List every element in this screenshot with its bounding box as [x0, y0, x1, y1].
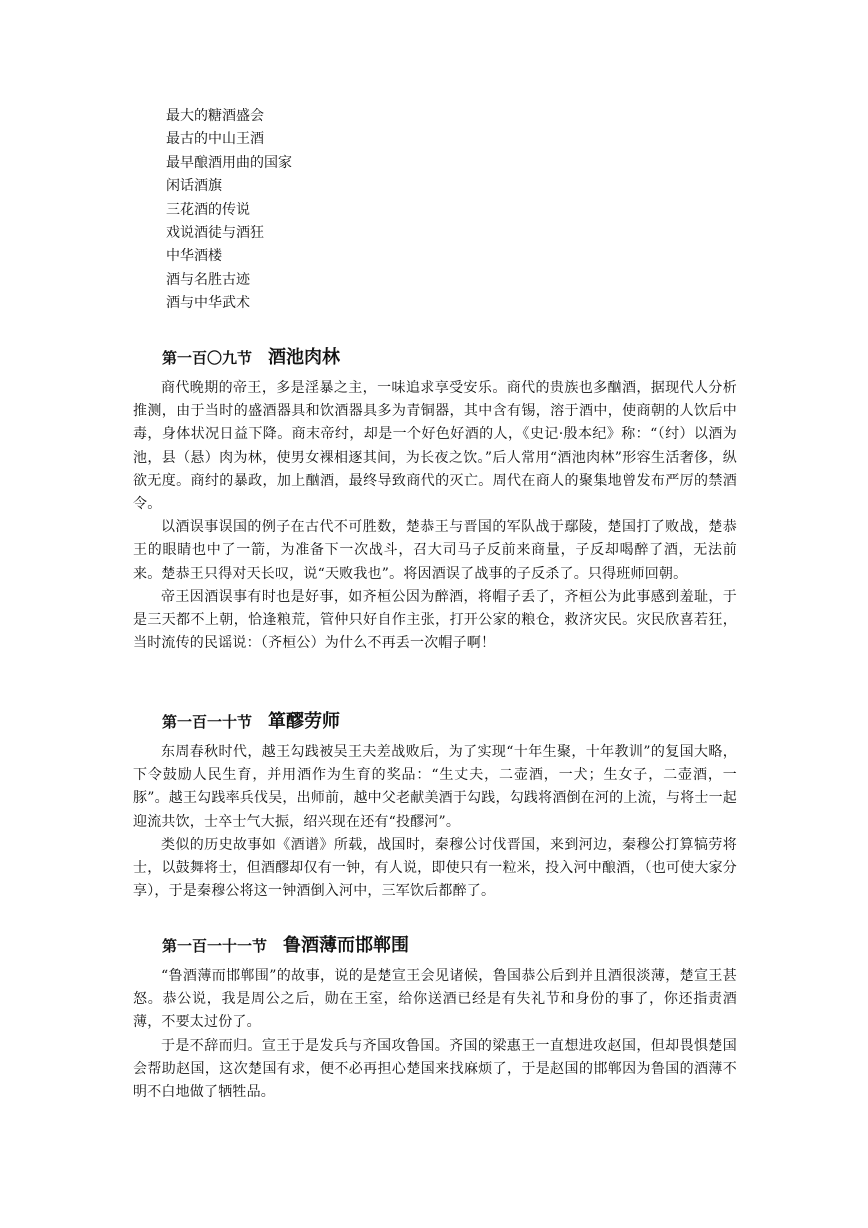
- topic-item: 最古的中山王酒: [166, 131, 264, 148]
- paragraph: 帝王因酒误事有时也是好事，如齐桓公因为醉酒，将帽子丢了，齐桓公为此事感到羞耻，于是三天都不上朝，恰逢粮荒，管仲只好自作主张，打开公家的粮仓，救济灾民。灾民欣喜若狂，当时流传的民谣说：（齐桓公）为什么不再丢一次帽子啊！: [133, 588, 737, 652]
- topic-item: 戏说酒徒与酒狂: [166, 224, 264, 241]
- section-heading: [133, 340, 737, 370]
- paragraph: 以酒误事误国的例子在古代不可胜数，楚恭王与晋国的军队战于鄢陵，楚国打了败战，楚恭王的眼睛也中了一箭，为准备下一次战斗，召大司马子反前来商量，子反却喝醉了酒，无法前来。楚恭王只得对天长叹，说“天败我也”。将因酒误了战事的子反杀了。只得班师回朝。: [133, 519, 737, 582]
- topic-item: 酒与名胜古迹: [166, 271, 250, 288]
- section-number: 第一百〇九节: [162, 349, 253, 367]
- section-heading: [133, 928, 737, 958]
- section-heading: [133, 704, 737, 734]
- section-number: 第一百一十节: [162, 713, 253, 731]
- topic-list: [166, 105, 292, 316]
- section-title: 鲁酒薄而邯郸围: [283, 935, 410, 956]
- section-109: [133, 340, 737, 655]
- paragraph: 类似的历史故事如《酒谱》所载，战国时，秦穆公讨伐晋国，来到河边，秦穆公打算犒劳将士，以鼓舞将士，但酒醪却仅有一钟，有人说，即使只有一粒米，投入河中酿酒，（也可使大家分享），于是秦穆公将这一钟酒倒入河中，三军饮后都醉了。: [133, 836, 737, 900]
- paragraph: 于是不辞而归。宣王于是发兵与齐国攻鲁国。齐国的梁惠王一直想进攻赵国，但却畏惧楚国会帮助赵国，这次楚国有求，便不必再担心楚国来找麻烦了，于是赵国的邯郸因为鲁国的酒薄不明不白地做了牺牲品。: [133, 1037, 737, 1101]
- paragraph: “鲁酒薄而邯郸围”的故事，说的是楚宣王会见诸候，鲁国恭公后到并且酒很淡薄，楚宣王甚怒。恭公说，我是周公之后，勋在王室，给你送酒已经是有失礼节和身份的事了，你还指责酒薄，不要太过份了。: [133, 968, 737, 1031]
- topic-item: 酒与中华武术: [166, 295, 250, 312]
- section-title: 箪醪劳师: [268, 711, 341, 732]
- section-number: 第一百一十一节: [162, 937, 268, 955]
- section-110: [133, 704, 737, 903]
- topic-item: 中华酒楼: [166, 248, 222, 265]
- topic-item: 最大的糖酒盛会: [166, 108, 264, 124]
- section-title: 酒池肉林: [268, 347, 341, 368]
- topic-item: 闲话酒旗: [166, 178, 222, 195]
- topic-item: 三花酒的传说: [166, 201, 250, 218]
- section-111: [133, 928, 737, 1104]
- paragraph: 东周春秋时代，越王勾践被吴王夫差战败后，为了实现“十年生聚，十年教训”的复国大略，下令鼓励人民生育，并用酒作为生育的奖品：“生丈夫，二壶酒，一犬；生女子，二壶酒，一豚”。越王勾践率兵伐吴，出师前，越中父老献美酒于勾践，勾践将酒倒在河的上流，与将士一起迎流共饮，士卒士气大振，绍兴现在还有“投醪河”。: [133, 744, 737, 830]
- paragraph: 商代晚期的帝王，多是淫暴之主，一味追求享受安乐。商代的贵族也多酗酒，据现代人分析推测，由于当时的盛酒器具和饮酒器具多为青铜器，其中含有锡，溶于酒中，使商朝的人饮后中毒，身体状况日益下降。商末帝纣，却是一个好色好酒的人，《史记·殷本纪》称：“（纣）以酒为池，县（悬）肉为林，使男女裸相逐其间，为长夜之饮。”后人常用“酒池肉林”形容生活奢侈，纵欲无度。商纣的暴政，加上酗酒，最终导致商代的灭亡。周代在商人的聚集地曾发布严厉的禁酒令。: [133, 380, 737, 513]
- topic-item: 最早酿酒用曲的国家: [166, 154, 292, 171]
